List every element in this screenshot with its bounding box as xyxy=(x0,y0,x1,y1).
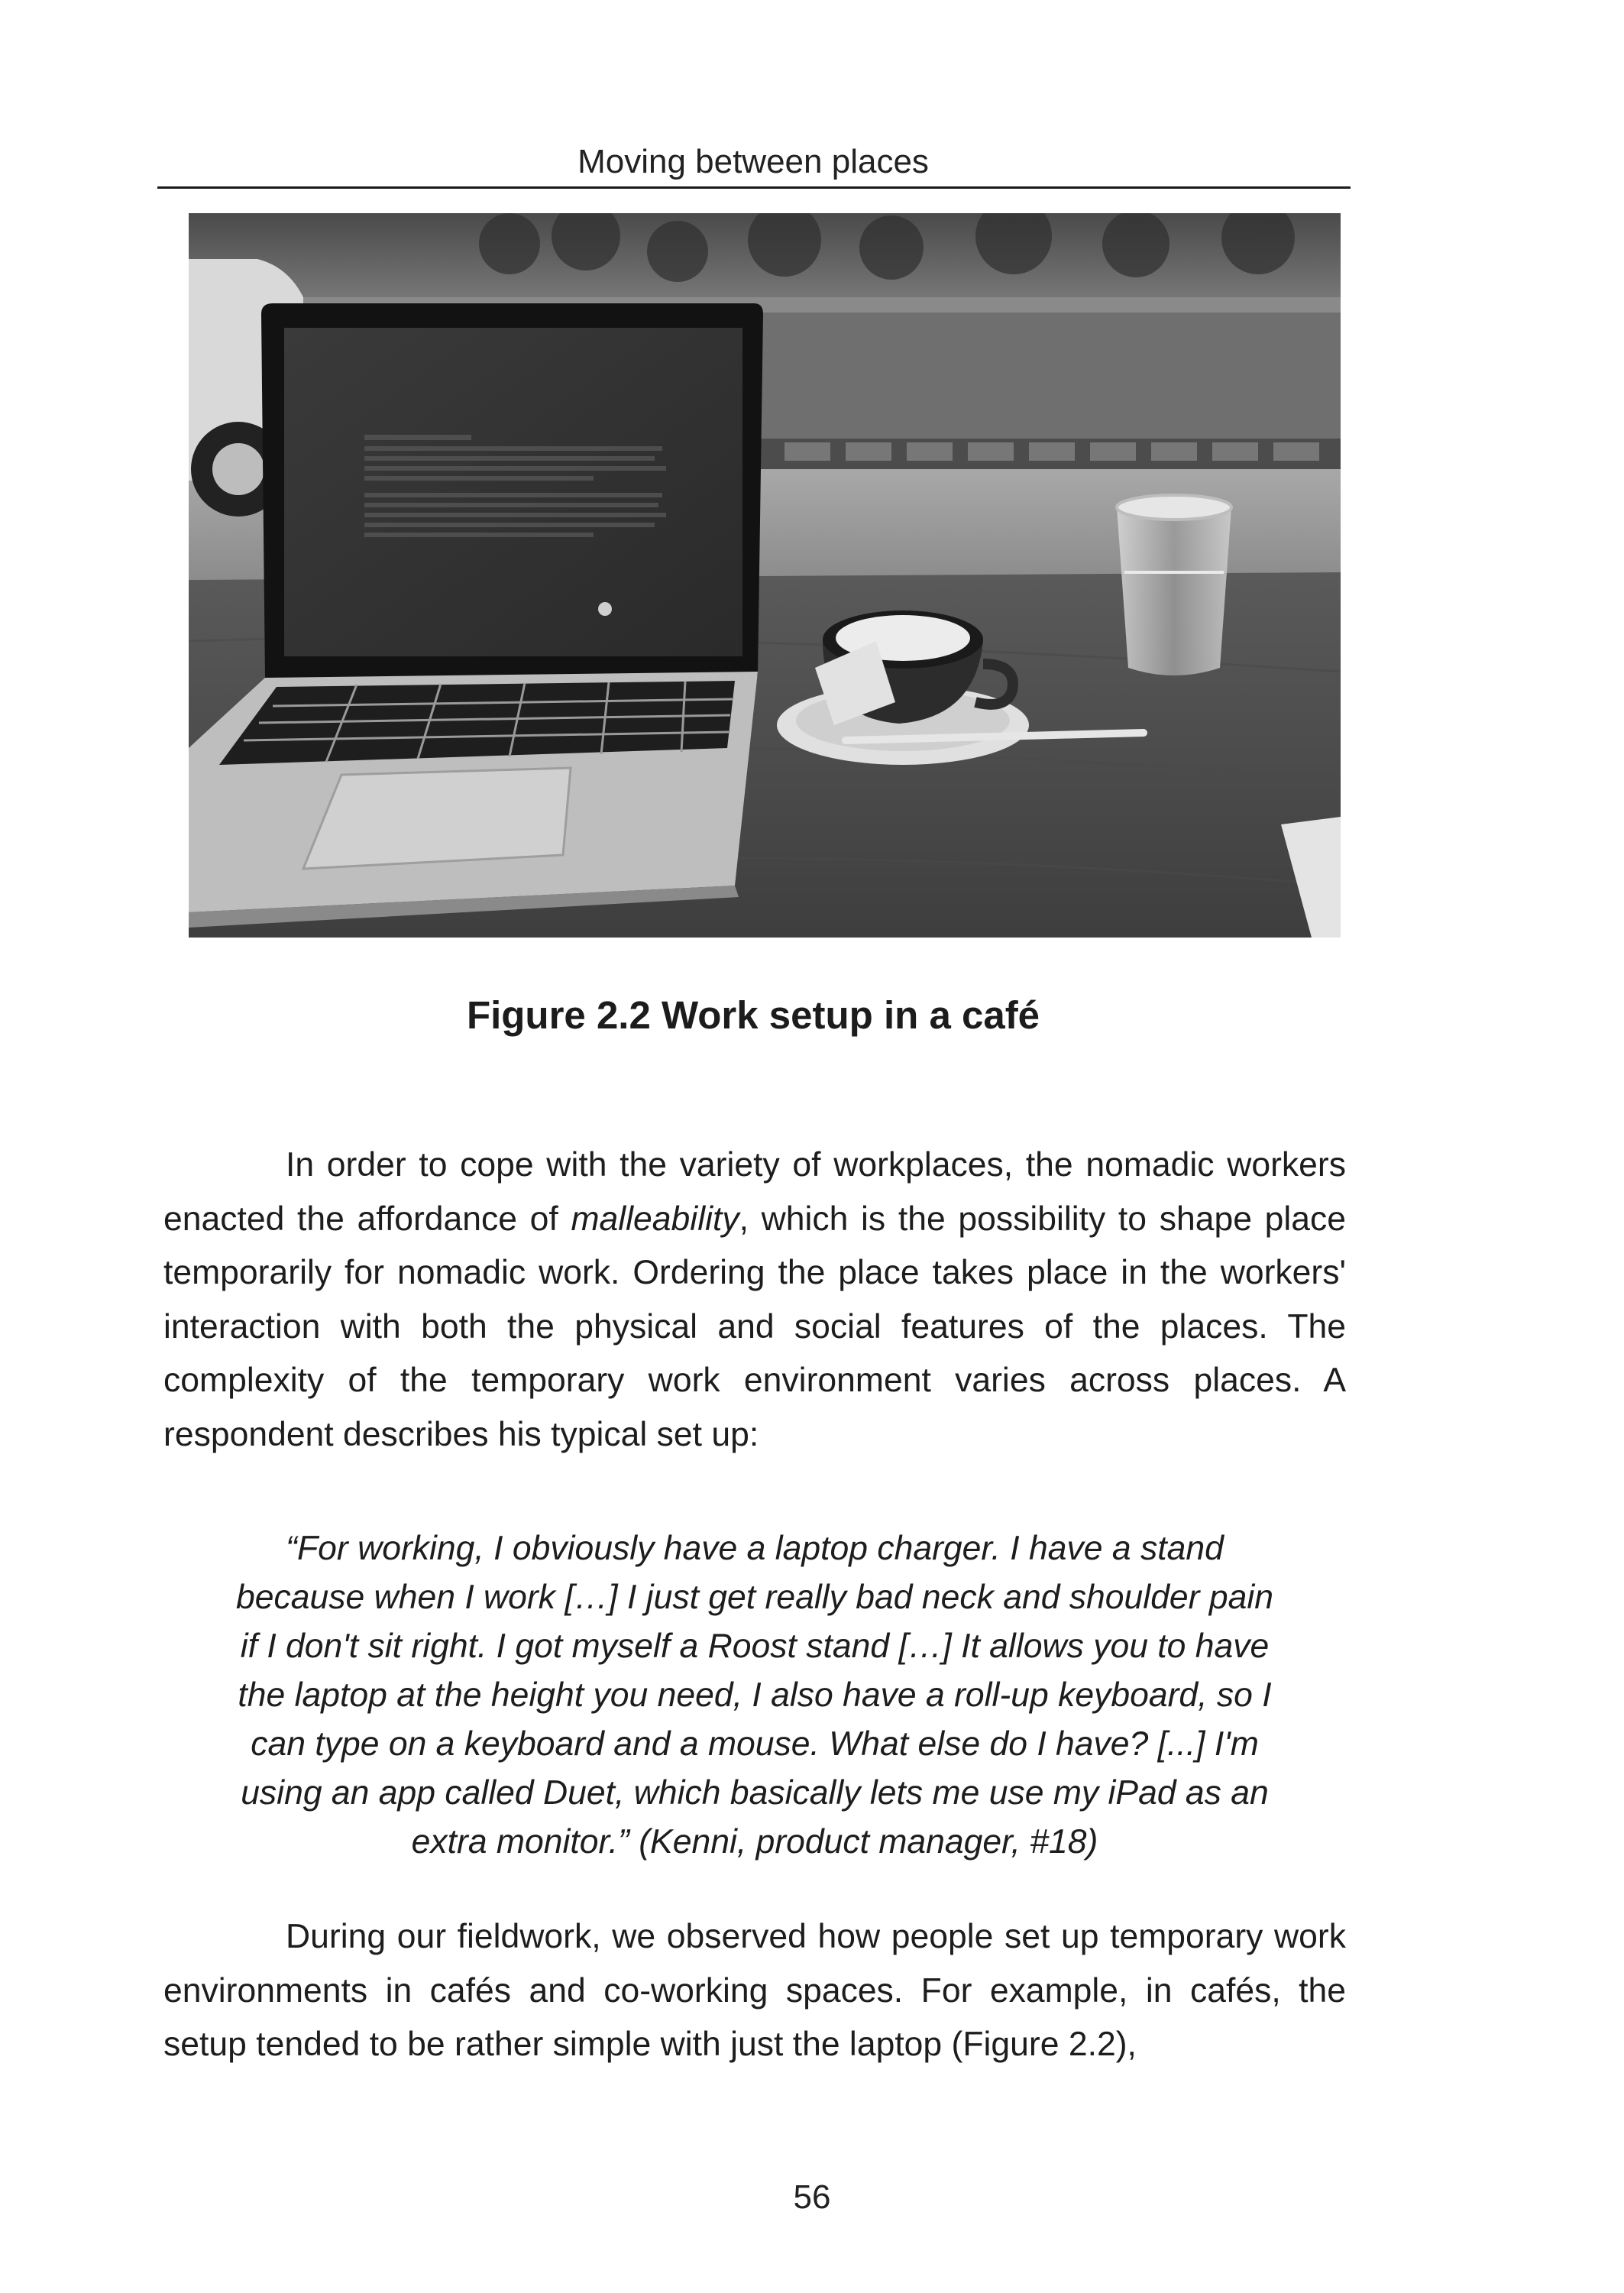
quote-line: extra monitor.” (Kenni, product manager, #18) xyxy=(411,1823,1098,1861)
quote-line: can type on a keyboard and a mouse. What else do I have? [...] I'm xyxy=(251,1725,1259,1763)
paragraph-1-text-b: , which is the possibility to shape place temporarily for nomadic work. Ordering the place takes place in the workers' interaction with both the physical and social features of the places. The complexity of the temporary work environment varies across places. A respondent describes his typical set up: xyxy=(163,1200,1346,1453)
cafe-work-setup-photo xyxy=(189,213,1341,938)
figure-caption: Figure 2.2 Work setup in a café xyxy=(466,993,1040,1037)
quote-line: “For working, I obviously have a laptop charger. I have a stand xyxy=(286,1530,1224,1567)
header-rule xyxy=(157,186,1351,189)
block-quote xyxy=(191,1524,1318,1867)
quote-line: the laptop at the height you need, I also have a roll-up keyboard, so I xyxy=(238,1676,1272,1714)
running-header: Moving between places xyxy=(577,143,929,180)
paragraph-2-text: During our fieldwork, we observed how people set up temporary work environments in cafés and co-working spaces. For example, in cafés, the setup tended to be rather simple with just the laptop (Figure 2.2), xyxy=(163,1918,1346,2063)
quote-line: using an app called Duet, which basically lets me use my iPad as an xyxy=(241,1774,1269,1812)
quote-line: because when I work […] I just get really bad neck and shoulder pain xyxy=(235,1579,1274,1616)
page-number: 56 xyxy=(793,2178,831,2216)
body-paragraph-1 xyxy=(163,1138,1346,1462)
emphasized-term: malleability xyxy=(571,1200,739,1238)
quote-line: if I don't sit right. I got myself a Roost stand […] It allows you to have xyxy=(240,1627,1270,1665)
paragraph-1-text-a: In order to cope with the variety of workplaces, the nomadic workers enacted the affordance of xyxy=(163,1146,1346,1238)
body-paragraph-2 xyxy=(163,1910,1346,2072)
